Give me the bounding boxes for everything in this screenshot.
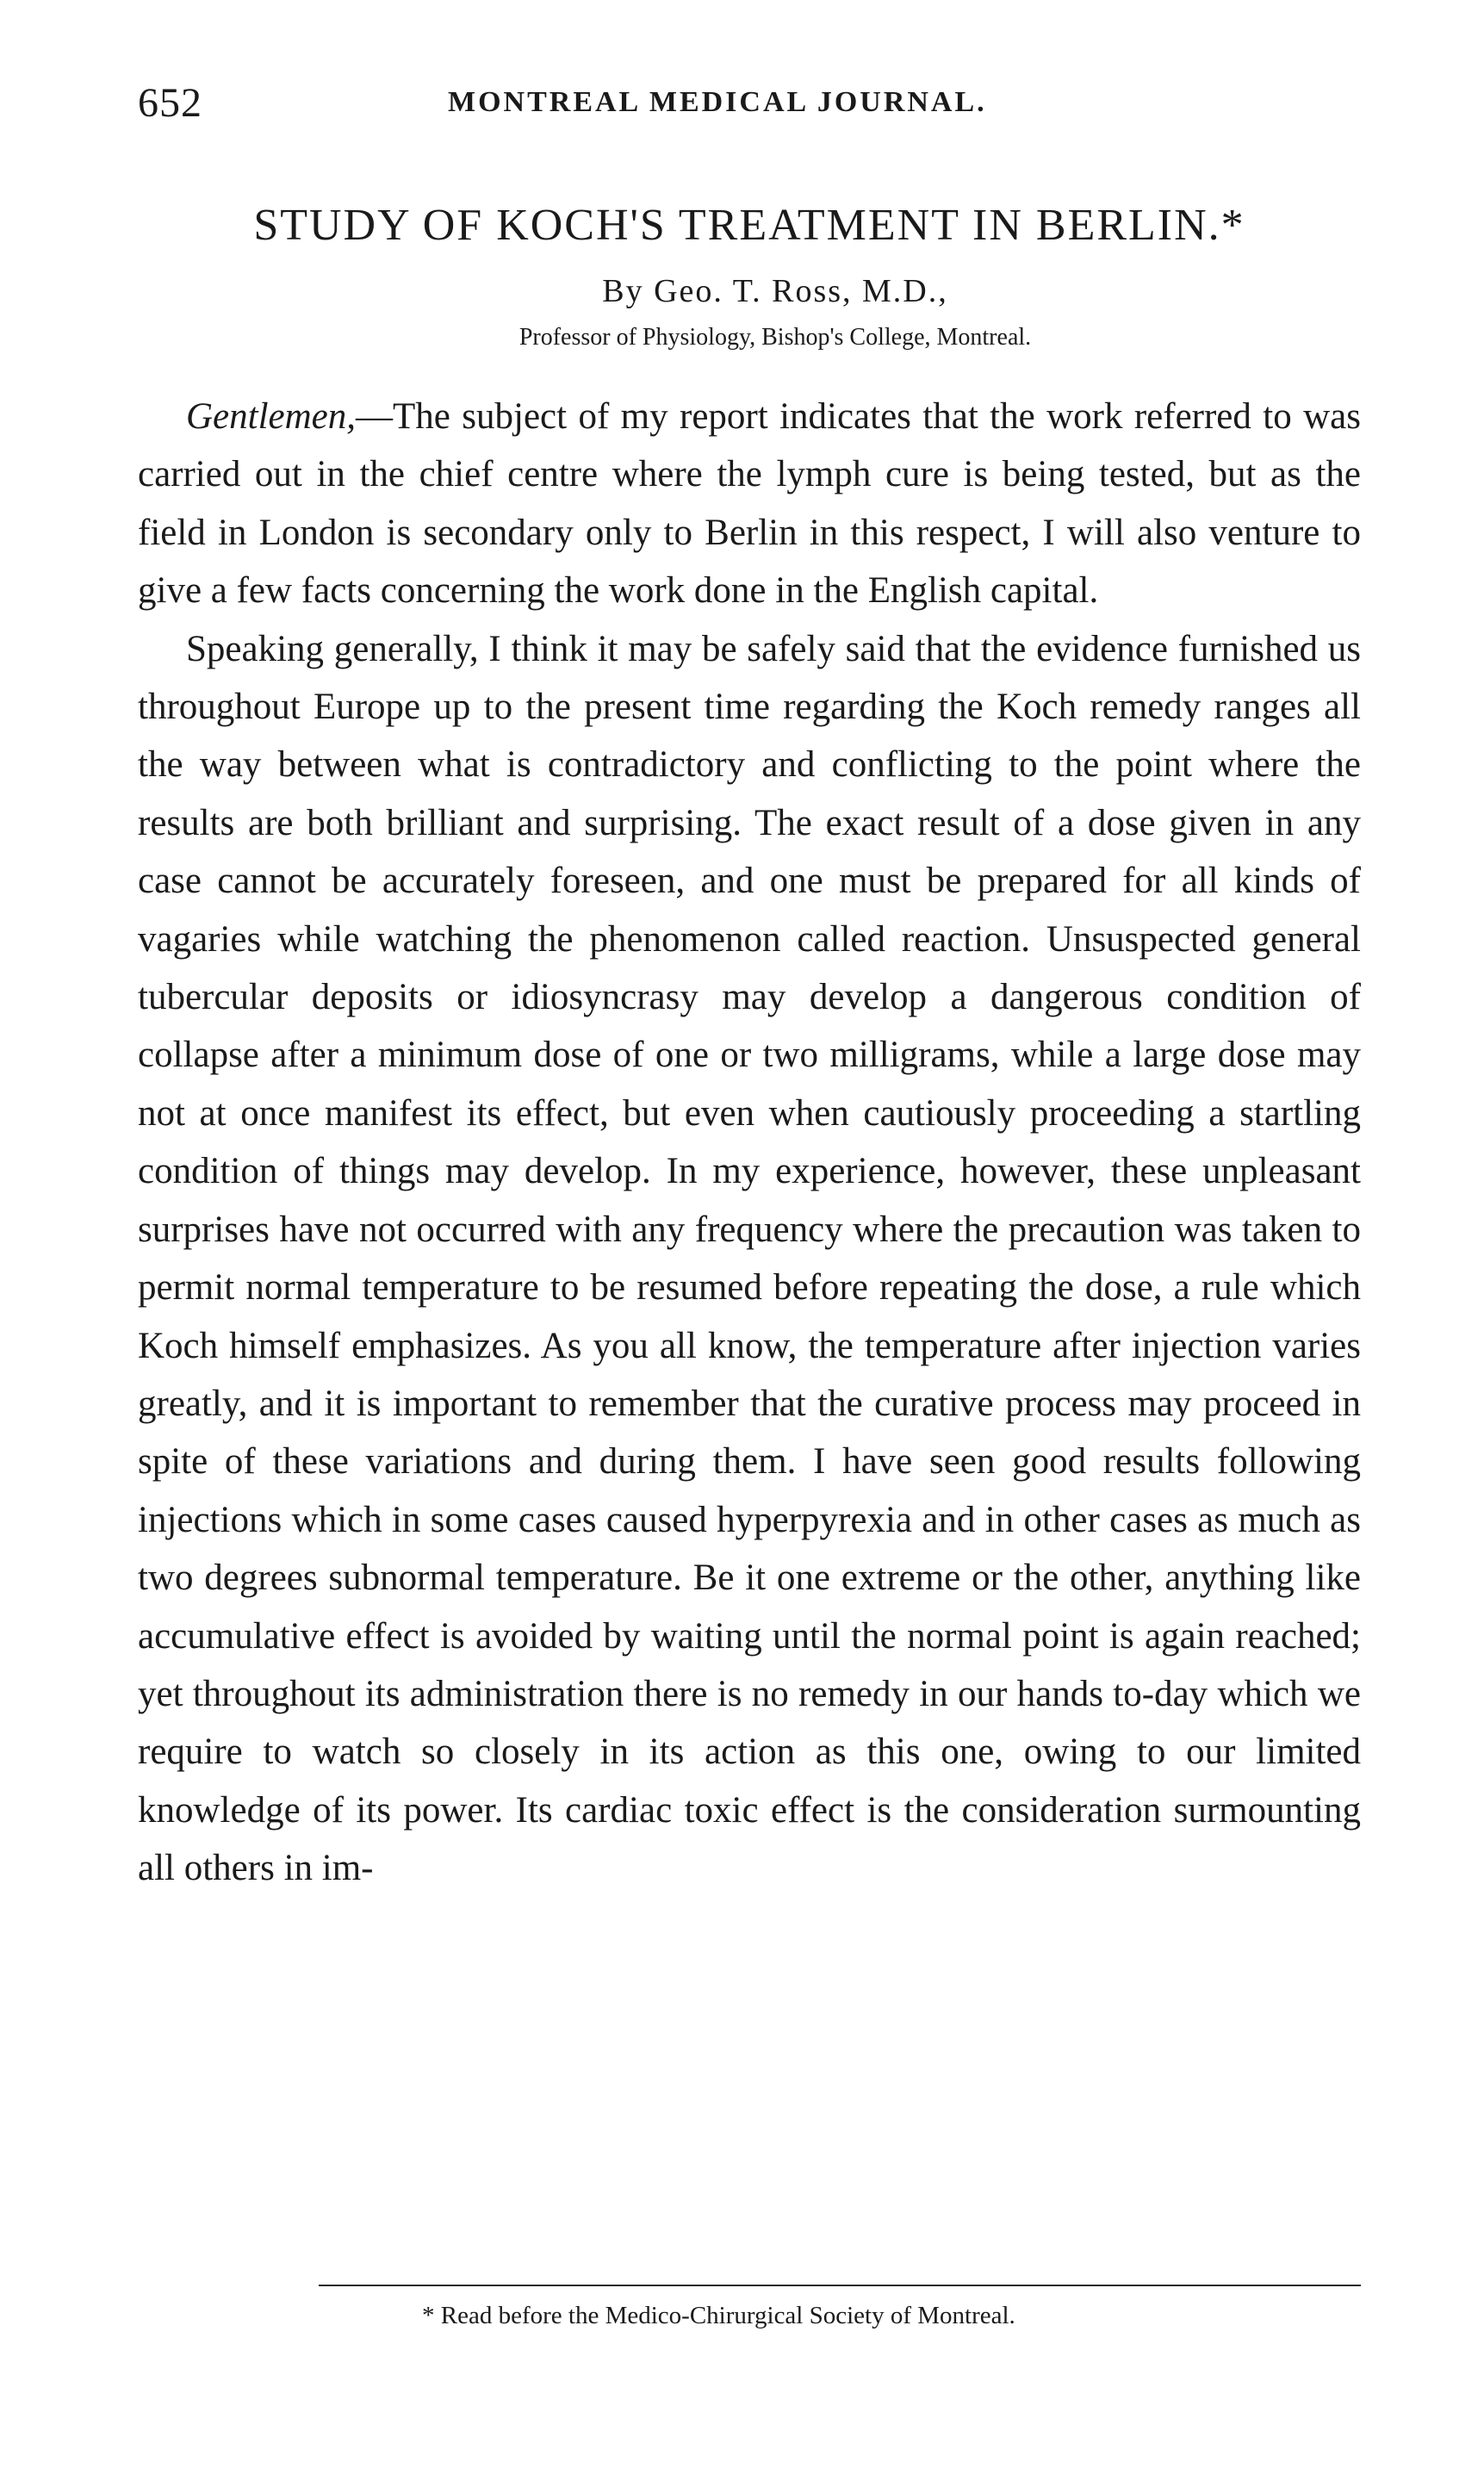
article-body <box>138 388 1361 1898</box>
running-head <box>138 79 1361 131</box>
salutation: Gentlemen, <box>186 396 357 437</box>
paragraph-1 <box>138 388 1361 620</box>
paragraph-2: Speaking generally, I think it may be safely said that the evidence furnished us throughout Europe up to the present time regarding the Koch remedy ranges all the way between what is contradictory and conflicting to the point where the results are both brilliant and surprising. The exact result of a dose given in any case cannot be accurately foreseen, and one must be prepared for all kinds of vagaries while watching the phenomenon called reaction. Unsuspected general tubercular deposits or idiosyncrasy may develop a dangerous condition of collapse after a minimum dose of one or two milligrams, while a large dose may not at once manifest its effect, but even when cautiously proceeding a startling condition of things may develop. In my experience, however, these unpleasant surprises have not occurred with any frequency where the precaution was taken to permit normal temperature to be resumed before repeating the dose, a rule which Koch himself emphasizes. As you all know, the temperature after injection varies greatly, and it is important to remember that the curative process may proceed in spite of these variations and during them. I have seen good results following injections which in some cases caused hyperpyrexia and in other cases as much as two degrees subnormal temperature. Be it one extreme or the other, anything like accumulative effect is avoided by waiting until the normal point is again reached; yet throughout its administration there is no remedy in our hands to-day which we require to watch so closely in its action as this one, owing to our limited knowledge of its power. Its cardiac toxic effect is the consideration surmounting all others in im- <box>138 628 1361 1889</box>
article-title: STUDY OF KOCH'S TREATMENT IN BERLIN.* <box>253 201 1245 250</box>
footnote: * Read before the Medico-Chirurgical Society of Montreal. <box>422 2302 1015 2329</box>
footnote-divider <box>319 2285 1361 2286</box>
author-byline: By Geo. T. Ross, M.D., <box>602 273 948 309</box>
page-number: 652 <box>138 80 202 126</box>
journal-title: MONTREAL MEDICAL JOURNAL. <box>448 86 987 118</box>
paragraph-1-text: —The subject of my report indicates that the work referred to was carried out in the chief centre where the lymph cure is being tested, but as the field in London is secondary only to Berlin in this respect, I will also venture to give a few facts concerning the work done in the English capital. <box>138 396 1361 612</box>
author-affiliation: Professor of Physiology, Bishop's College, Montreal. <box>518 324 1032 351</box>
